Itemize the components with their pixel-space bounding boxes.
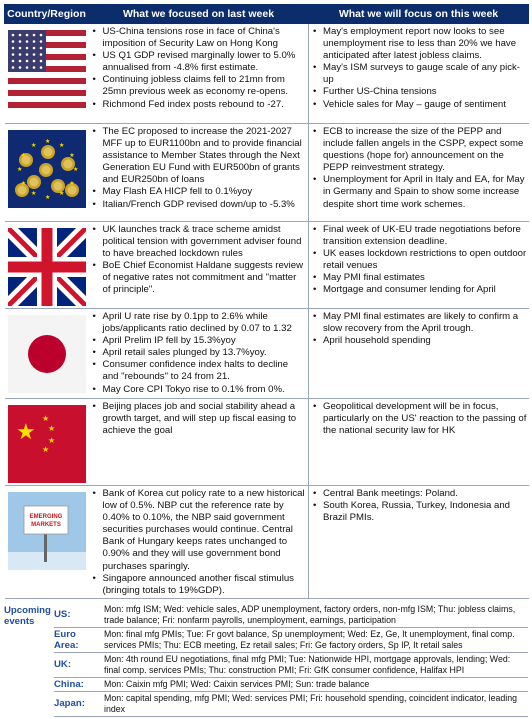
uk-flag-icon	[8, 228, 86, 306]
bullet-list	[311, 224, 527, 297]
upcoming-events-text: Mon: 4th round EU negotiations, final mfg PMI; Tue: Nationwide HPI, mortgage approvals, lending; Wed: final comp. services PMIs; Thu: construction PMI; Fri: GfK consumer confidence, Halifax HPI	[104, 653, 511, 675]
svg-text:★: ★	[72, 167, 78, 173]
list-item: • May PMI final estimates	[311, 272, 527, 284]
upcoming-row	[54, 603, 528, 628]
list-item: • Geopolitical development will be in focus, particularly on the US' reaction to the passing of the national security law for HK	[311, 401, 527, 437]
list-item: • Continuing jobless claims fell to 21mn from 25mn previous week as economy re-opens.	[91, 74, 307, 98]
flag-cell	[5, 124, 89, 222]
table-row	[5, 124, 529, 222]
upcoming-events-text: Mon: Caixin mfg PMI; Wed: Caixin services PMI; Sun: trade balance	[104, 678, 370, 689]
this-week-cell	[309, 486, 529, 599]
upcoming-row	[54, 653, 528, 678]
svg-text:★: ★	[44, 195, 50, 201]
bullet-list	[91, 488, 307, 597]
svg-text:★: ★	[58, 191, 64, 198]
table-header	[5, 5, 529, 24]
svg-text:★: ★	[68, 153, 75, 159]
svg-text:★: ★	[41, 414, 49, 423]
last-week-cell	[89, 399, 309, 486]
svg-text:★: ★	[41, 445, 49, 454]
bullet-list	[311, 26, 527, 111]
flag-cell	[5, 24, 89, 124]
header-this-week: What we will focus on this week	[309, 5, 529, 24]
list-item: • Final week of UK-EU trade negotiations before transition extension deadline.	[311, 224, 527, 248]
list-item: • The EC proposed to increase the 2021-2027 MFF up to EUR1100bn and to provide financial assistance to Member States through the Next Generation EU Fund with EUR500bn of grants and EUR250bn of loans	[91, 126, 307, 186]
list-item: • Consumer confidence index halts to decline and "rebounds" to 24 from 21.	[91, 359, 307, 383]
header-last-week: What we focused on last week	[89, 5, 309, 24]
list-item: • Richmond Fed index posts rebound to -27.	[91, 99, 307, 111]
upcoming-events-label: Upcoming events	[4, 604, 51, 627]
svg-text:EMERGING: EMERGING	[29, 514, 62, 520]
list-item: • US Q1 GDP revised marginally lower to 5.0% annualised from -4.8% first estimate.	[91, 50, 307, 74]
this-week-cell	[309, 399, 529, 486]
bullet-list	[91, 126, 307, 211]
list-item: • April retail sales plunged by 13.7%yoy.	[91, 347, 307, 359]
this-week-cell	[309, 222, 529, 309]
list-item: • April U rate rise by 0.1pp to 2.6% while jobs/applicants ratio declined by 0.07 to 1.32	[91, 311, 307, 335]
list-item: • May PMI final estimates are likely to confirm a slow recovery from the April trough.	[311, 311, 527, 335]
table-row	[5, 486, 529, 599]
list-item: • May's ISM surveys to gauge scale of any pick-up	[311, 62, 527, 86]
list-item: • ECB to increase the size of the PEPP and include fallen angels in the CSPP, expect some questions (hope for) announcement on the PEPP reinvestment strategy.	[311, 126, 527, 174]
us-flag-icon	[8, 30, 86, 108]
svg-text:MARKETS: MARKETS	[30, 522, 61, 528]
list-item: • Vehicle sales for May – gauge of sentiment	[311, 99, 527, 111]
upcoming-events-text: Mon: mfg ISM; Wed: vehicle sales, ADP unemployment, factory orders, non-mfg ISM; Thu: jobless claims, trade balance; Fri: nonfarm payrolls, unemployment, earnings, participation	[104, 603, 516, 625]
svg-text:★: ★	[47, 424, 55, 433]
list-item: • Unemployment for April in Italy and EA, for May in Germany and Spain to show some increase despite short time work schemes.	[311, 174, 527, 210]
flag-cell	[5, 309, 89, 399]
list-item: • UK eases lockdown restrictions to open outdoor retail venues	[311, 248, 527, 272]
svg-text:★: ★	[44, 139, 50, 145]
this-week-cell	[309, 24, 529, 124]
upcoming-row	[54, 628, 528, 653]
list-item: • May Flash EA HICP fell to 0.1%yoy	[91, 186, 307, 198]
list-item: • Mortgage and consumer lending for April	[311, 284, 527, 296]
bullet-list	[311, 488, 527, 524]
emerging-markets-sign-icon	[8, 492, 86, 570]
list-item: • May Core CPI Tokyo rise to 0.1% from 0%.	[91, 384, 307, 396]
svg-text:★: ★	[68, 181, 75, 187]
bullet-list	[91, 224, 307, 297]
list-item: • UK launches track & trace scheme amidst political tension with government adviser found to have breached lockdown rules	[91, 224, 307, 260]
bullet-list	[311, 126, 527, 211]
table-row	[5, 222, 529, 309]
list-item: • May's employment report now looks to see unemployment rise to less than 20% we have anticipated after latest jobless claims.	[311, 26, 527, 62]
list-item: • BoE Chief Economist Haldane suggests review of negative rates not commitment and "matter of principle".	[91, 260, 307, 296]
upcoming-country: Japan:	[54, 698, 85, 710]
china-flag-icon	[8, 405, 86, 483]
upcoming-row	[54, 678, 528, 692]
last-week-cell	[89, 486, 309, 599]
flag-cell	[5, 486, 89, 599]
list-item: • Singapore announced another fiscal stimulus (bringing totals to 19%GDP).	[91, 573, 307, 597]
upcoming-country: Euro Area:	[54, 628, 79, 651]
list-item: • US-China tensions rose in face of China's imposition of Security Law on Hong Kong	[91, 26, 307, 50]
upcoming-country: UK:	[54, 659, 72, 671]
upcoming-events	[4, 603, 528, 717]
bullet-list	[91, 26, 307, 111]
japan-flag-icon	[8, 315, 86, 393]
list-item: • April Prelim IP fell by 15.3%yoy	[91, 335, 307, 347]
svg-text:★: ★	[58, 142, 64, 149]
list-item: • Further US-China tensions	[311, 86, 527, 98]
flag-cell	[5, 222, 89, 309]
eu-flag-icon	[8, 130, 86, 208]
table-row	[5, 399, 529, 486]
bullet-list	[91, 401, 307, 437]
table-row	[5, 24, 529, 124]
list-item: • South Korea, Russia, Turkey, Indonesia and Brazil PMIs.	[311, 500, 527, 524]
svg-text:★: ★	[20, 153, 26, 159]
svg-text:★: ★	[16, 167, 22, 173]
svg-text:★: ★	[30, 142, 36, 149]
list-item: • Beijing places job and social stability ahead a growth target, and will step up fiscal easing to achieve the goal	[91, 401, 307, 437]
focus-table	[4, 4, 529, 599]
upcoming-country: China:	[54, 678, 84, 690]
upcoming-events-text: Mon: capital spending, mfg PMI; Wed: services PMI; Fri: household spending, coincident indicator, leading index	[104, 692, 518, 714]
upcoming-events-text: Mon: final mfg PMIs; Tue: Fr govt balance, Sp unemployment; Wed: Ez, Ge, It unemployment, final comp. services PMIs; Thu: ECB meeting, Ez retail sales; Fri: Ge factory orders, Sp IP, It retail sales	[104, 628, 515, 650]
svg-text:★: ★	[20, 181, 26, 187]
list-item: • Central Bank meetings: Poland.	[311, 488, 527, 500]
flag-cell	[5, 399, 89, 486]
bullet-list	[311, 311, 527, 347]
last-week-cell	[89, 222, 309, 309]
bullet-list	[311, 401, 527, 437]
header-country: Country/Region	[5, 5, 89, 24]
this-week-cell	[309, 309, 529, 399]
list-item: • April household spending	[311, 335, 527, 347]
bullet-list	[91, 311, 307, 396]
last-week-cell	[89, 124, 309, 222]
list-item: • Italian/French GDP revised down/up to -5.3%	[91, 199, 307, 211]
last-week-cell	[89, 309, 309, 399]
table-row	[5, 309, 529, 399]
list-item: • Bank of Korea cut policy rate to a new historical low of 0.5%. NBP cut the reference rate by 0.40% to 0.10%, the NBP said government securities purchases would continue. Central Bank of Hungary keeps rates unchanged to 0.90% and they will use government bond purchases sparingly.	[91, 488, 307, 573]
svg-text:★: ★	[15, 419, 36, 444]
upcoming-row	[54, 692, 528, 717]
upcoming-country: US:	[54, 609, 71, 621]
last-week-cell	[89, 24, 309, 124]
svg-text:★: ★	[30, 191, 36, 198]
this-week-cell	[309, 124, 529, 222]
svg-text:★: ★	[47, 436, 55, 445]
